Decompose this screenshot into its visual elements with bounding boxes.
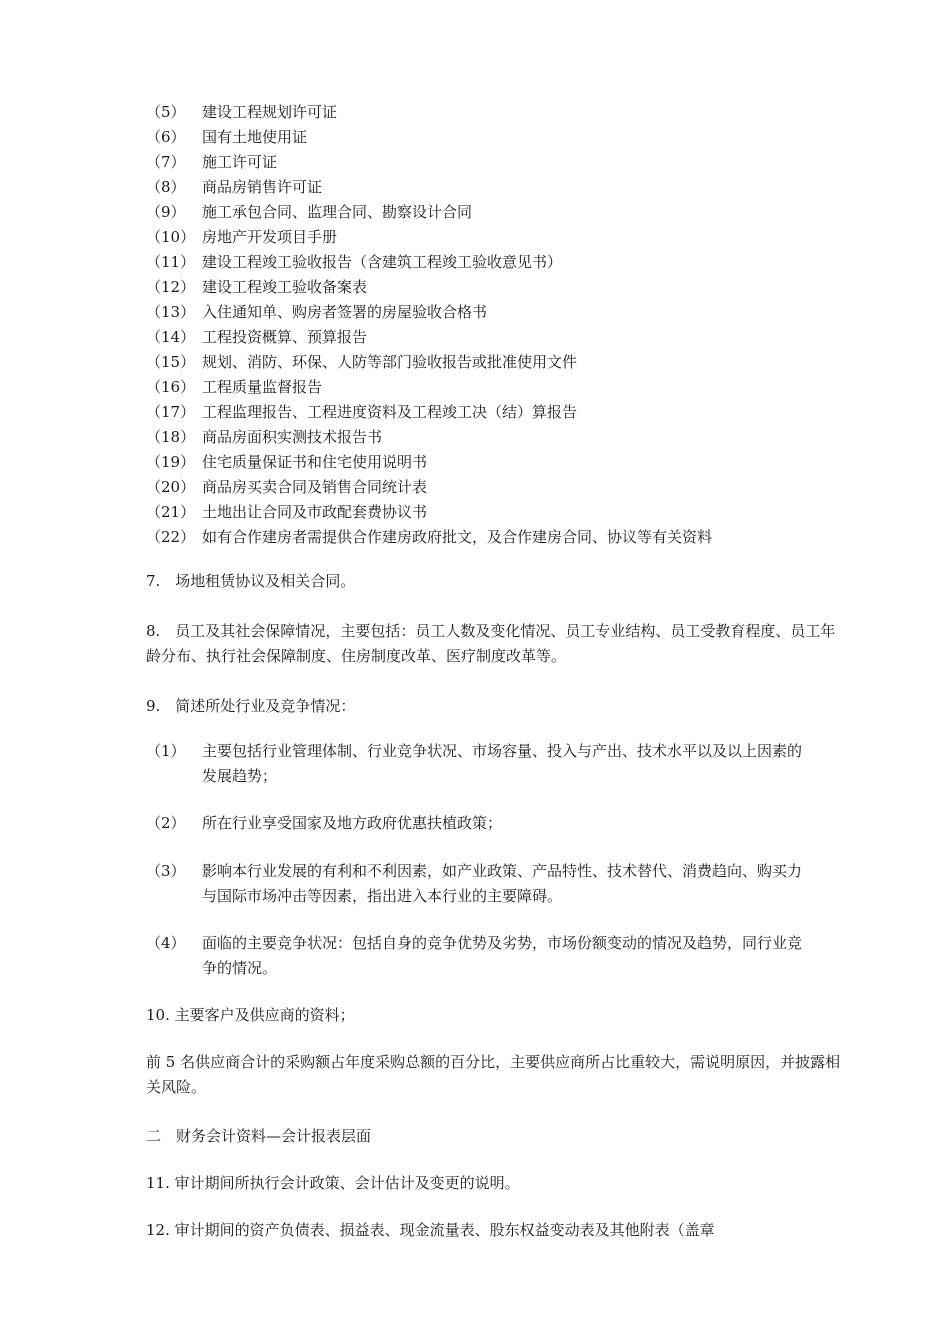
list-item: （16） 工程质量监督报告 xyxy=(146,378,323,396)
list-item: （20） 商品房买卖合同及销售合同统计表 xyxy=(146,478,428,496)
paragraph-10: 10. 主要客户及供应商的资料； xyxy=(146,1006,355,1024)
list-item: （17） 工程监理报告、工程进度资料及工程竣工决（结）算报告 xyxy=(146,403,578,421)
list-item: （8） 商品房销售许可证 xyxy=(146,178,323,196)
list-item: （18） 商品房面积实测技术报告书 xyxy=(146,428,383,446)
paragraph-12: 12. 审计期间的资产负债表、损益表、现金流量表、股东权益变动表及其他附表（盖章 xyxy=(146,1221,715,1239)
list-item: （12） 建设工程竣工验收备案表 xyxy=(146,278,368,296)
list-item: （10） 房地产开发项目手册 xyxy=(146,228,338,246)
list-item: （6） 国有土地使用证 xyxy=(146,128,308,146)
document-list xyxy=(146,100,712,550)
list-item: （9） 施工承包合同、监理合同、勘察设计合同 xyxy=(146,203,473,221)
list-item: （19） 住宅质量保证书和住宅使用说明书 xyxy=(146,453,428,471)
sub-item: （3） 影响本行业发展的有利和不利因素，如产业政策、产品特性、技术替代、消费趋向、购买力与国际市场冲击等因素，指出进入本行业的主要障碍。 xyxy=(146,862,803,905)
paragraph-10-detail: 前 5 名供应商合计的采购额占年度采购总额的百分比，主要供应商所占比重较大，需说明原因，并披露相关风险。 xyxy=(146,1053,841,1096)
section-heading: 二 财务会计资料—会计报表层面 xyxy=(146,1127,372,1145)
list-item: （15） 规划、消防、环保、人防等部门验收报告或批准使用文件 xyxy=(146,353,578,371)
paragraph-8: 8. 员工及其社会保障情况，主要包括：员工人数及变化情况、员工专业结构、员工受教育程度、员工年龄分布、执行社会保障制度、住房制度改革、医疗制度改革等。 xyxy=(146,622,836,665)
paragraph-7: 7. 场地租赁协议及相关合同。 xyxy=(146,572,356,590)
list-item: （21） 土地出让合同及市政配套费协议书 xyxy=(146,503,428,521)
sub-item: （1） 主要包括行业管理体制、行业竞争状况、市场容量、投入与产出、技术水平以及以上因素的发展趋势； xyxy=(146,742,803,785)
paragraph-11: 11. 审计期间所执行会计政策、会计估计及变更的说明。 xyxy=(146,1174,520,1192)
paragraph-9: 9. 简述所处行业及竞争情况： xyxy=(146,697,356,715)
list-item: （14） 工程投资概算、预算报告 xyxy=(146,328,368,346)
list-item: （7） 施工许可证 xyxy=(146,153,278,171)
list-item: （11） 建设工程竣工验收报告（含建筑工程竣工验收意见书） xyxy=(146,253,563,271)
list-item: （22） 如有合作建房者需提供合作建房政府批文，及合作建房合同、协议等有关资料 xyxy=(146,528,713,546)
list-item: （13） 入住通知单、购房者签署的房屋验收合格书 xyxy=(146,303,488,321)
list-item: （5） 建设工程规划许可证 xyxy=(146,103,338,121)
sub-item: （2） 所在行业享受国家及地方政府优惠扶植政策； xyxy=(146,814,503,832)
sub-item: （4） 面临的主要竞争状况：包括自身的竞争优势及劣势，市场份额变动的情况及趋势，同行业竞争的情况。 xyxy=(146,934,803,977)
